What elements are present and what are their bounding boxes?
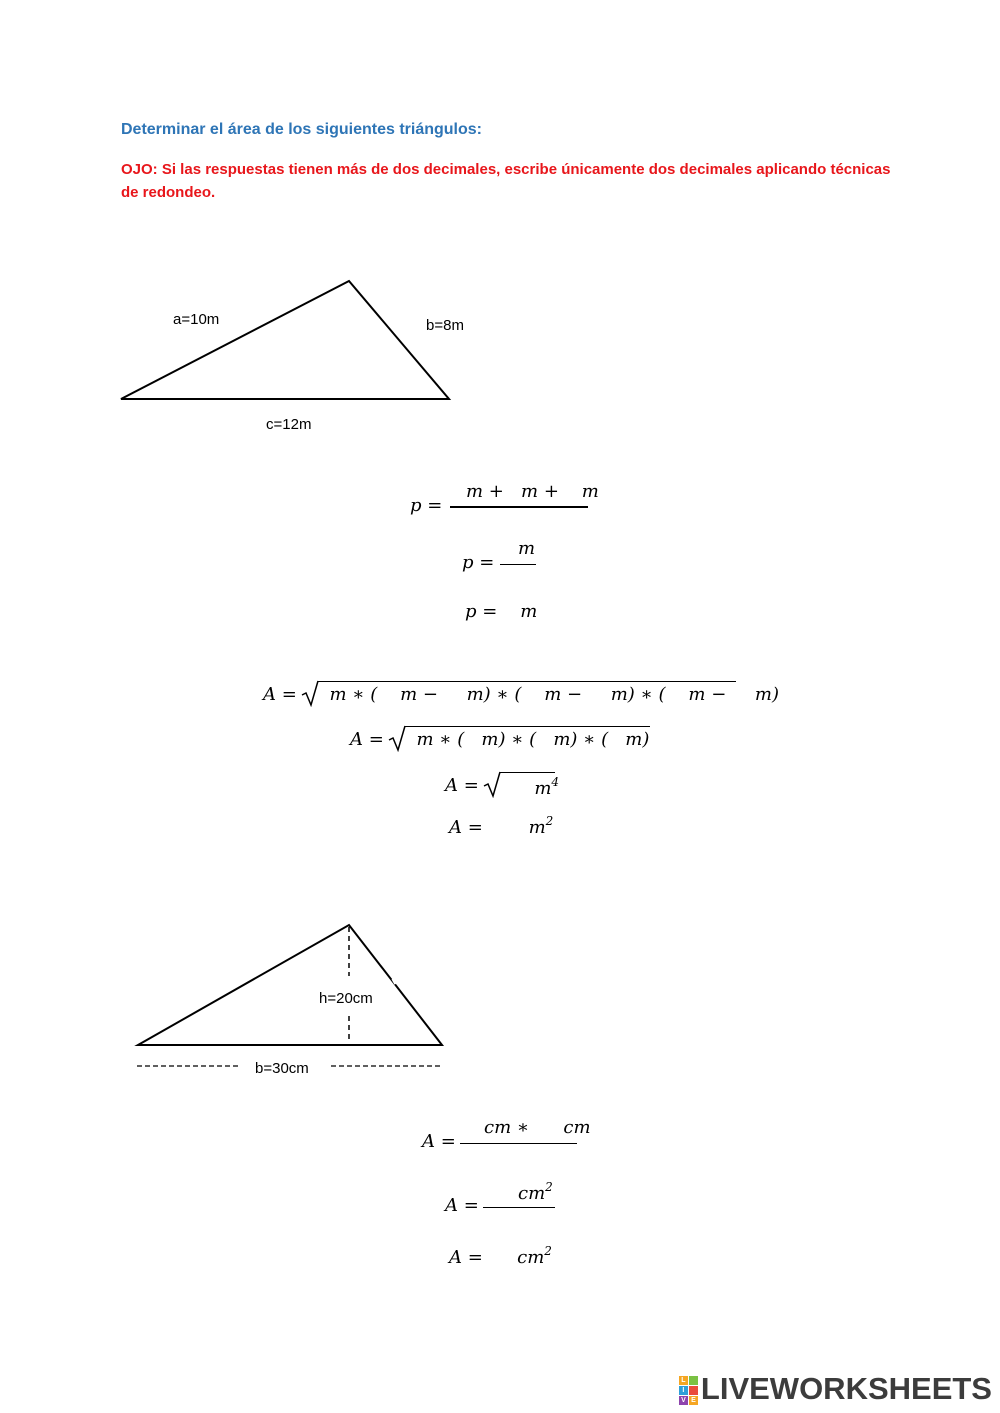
liveworksheets-mark-icon (679, 1376, 698, 1405)
sqrt-bar-2 (405, 726, 650, 727)
liveworksheets-wordmark: LIVEWORKSHEETS (700, 1371, 992, 1406)
area-radicand-2[interactable]: m ∗ ( m) ∗ ( m) ∗ ( m) (405, 729, 650, 750)
area2-fraction-line-2 (483, 1207, 555, 1208)
side-gap (393, 978, 400, 982)
p-fraction-line-1 (450, 506, 588, 508)
triangle-2-diagram (120, 910, 460, 1080)
mark-cell (689, 1376, 698, 1385)
p-label-1: p = (410, 495, 443, 516)
area-radicand-3[interactable]: $m^4$ (500, 775, 560, 799)
liveworksheets-logo (679, 1371, 992, 1407)
sqrt-bar-1 (318, 681, 736, 682)
height-label: h=20cm (319, 990, 373, 1007)
area2-numerator-1[interactable]: cm ∗ cm (484, 1117, 591, 1138)
mark-cell: L (679, 1376, 688, 1385)
base-label: b=30cm (255, 1060, 309, 1077)
side-a-label: a=10m (173, 311, 220, 328)
page-heading: Determinar el área de los siguientes triángulos: (121, 121, 482, 138)
sqrt-icon-2 (387, 724, 407, 752)
area-radicand-1[interactable]: m ∗ ( m − m) ∗ ( m − m) ∗ ( m − m) (318, 684, 779, 705)
area2-numerator-2[interactable]: $cm^2$ (518, 1180, 553, 1204)
p-numerator-2[interactable]: m (518, 538, 536, 559)
triangle-1-diagram (100, 270, 520, 440)
sqrt-bar-3 (500, 772, 555, 773)
area2-label-1: A = (422, 1131, 456, 1152)
side-c-label: c=12m (266, 416, 312, 433)
triangle-2-shape (138, 925, 442, 1045)
side-b-label: b=8m (426, 317, 464, 334)
p-label-2: p = (462, 552, 495, 573)
area2-result[interactable]: A = $cm^2$ (449, 1244, 552, 1268)
mark-cell: E (689, 1396, 698, 1405)
area-label-1: A = (263, 684, 297, 705)
triangle-1-shape (121, 281, 449, 399)
mark-cell (689, 1386, 698, 1395)
mark-cell: I (679, 1386, 688, 1395)
sqrt-icon-3 (482, 770, 502, 798)
rounding-warning: OJO: Si las respuestas tienen más de dos decimales, escribe únicamente dos decimales aplicando técnicas de redondeo. (121, 161, 891, 201)
p-fraction-line-2 (500, 564, 536, 565)
area-result-1[interactable]: A = $m^2$ (449, 814, 554, 838)
p-result[interactable]: p = m (465, 601, 538, 622)
mark-cell: V (679, 1396, 688, 1405)
area-label-3: A = (445, 775, 479, 796)
area2-label-2: A = (445, 1195, 479, 1216)
area-label-2: A = (350, 729, 384, 750)
sqrt-icon-1 (300, 679, 320, 707)
area2-fraction-line-1 (460, 1143, 577, 1144)
p-numerator-1[interactable]: m + m + m (466, 481, 599, 502)
